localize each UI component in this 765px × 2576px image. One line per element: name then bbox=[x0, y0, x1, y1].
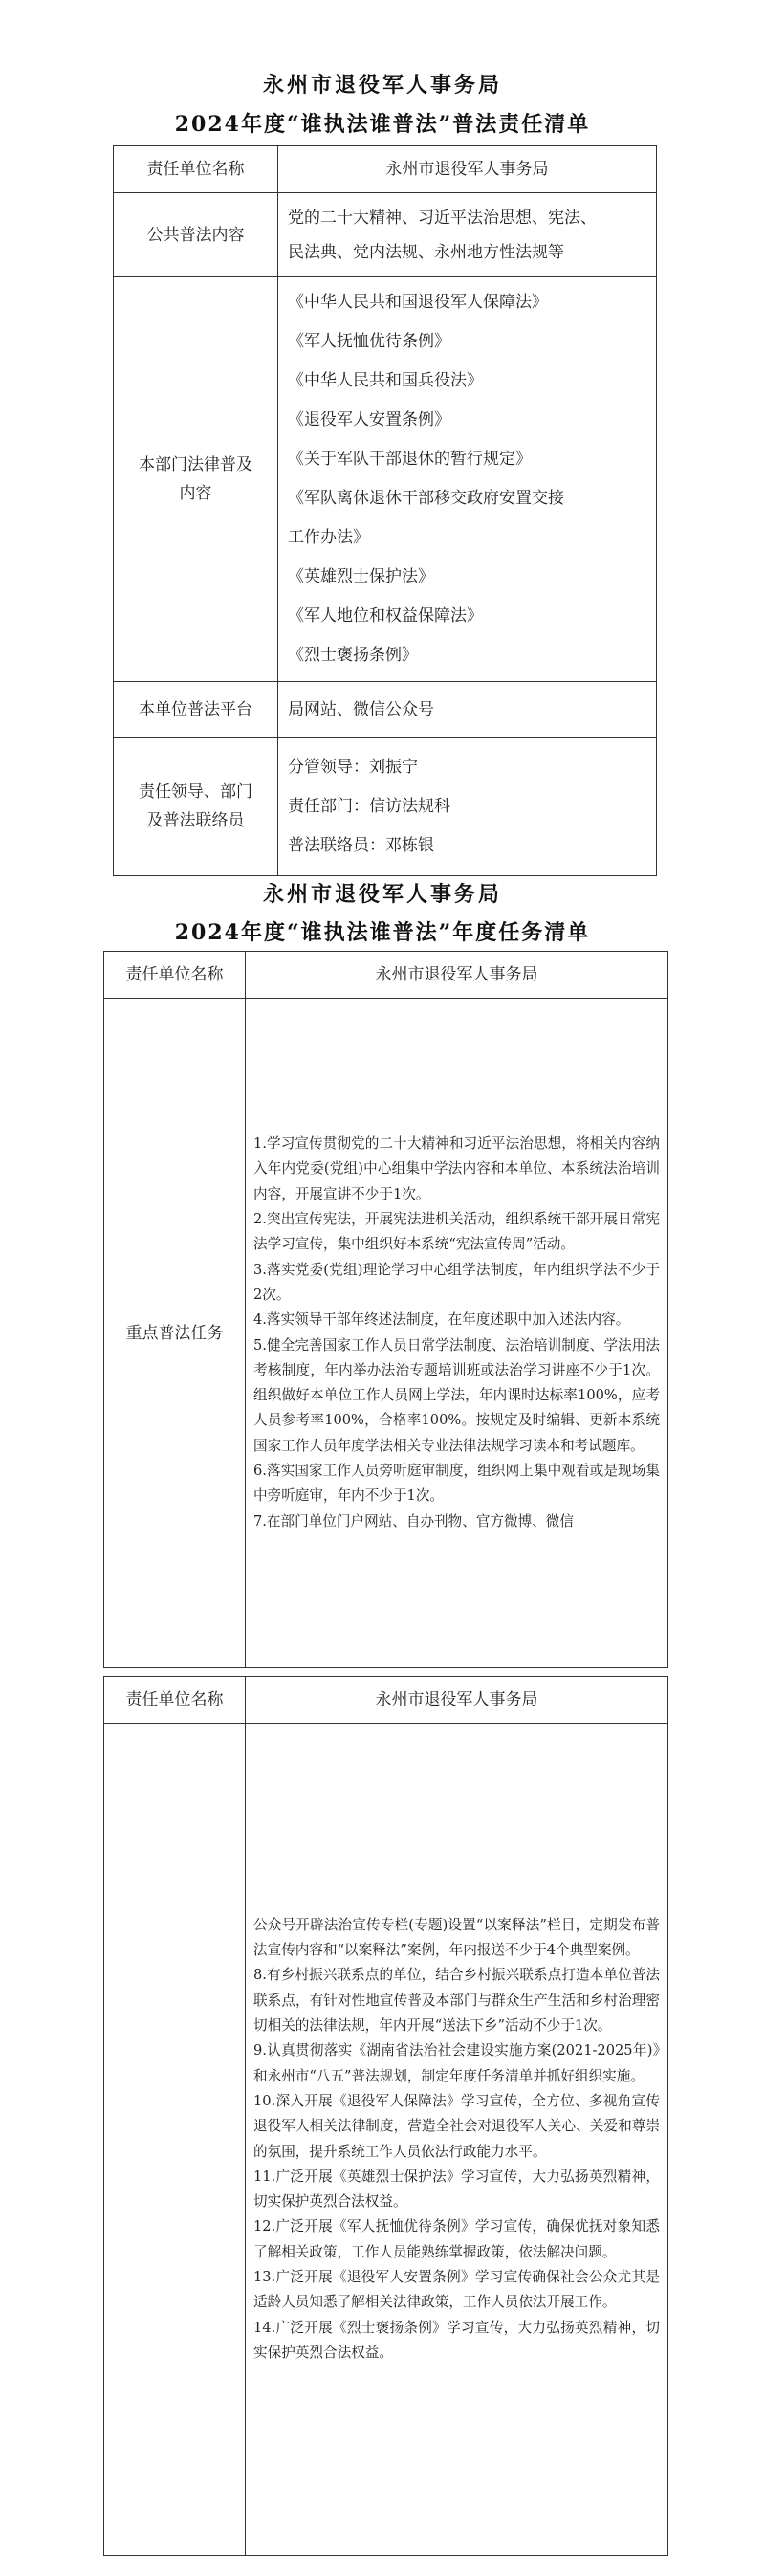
responsibility-table bbox=[113, 145, 657, 876]
key-tasks-part1 bbox=[246, 999, 668, 1668]
task-item: 1.学习宣传贯彻党的二十大精神和习近平法治思想，将相关内容纳入年内党委(党组)中心组集中学法内容和本单位、本系统法治培训内容，开展宣讲不少于1次。 bbox=[253, 1135, 660, 1202]
platform-label: 本单位普法平台 bbox=[114, 682, 278, 738]
unit-name-label: 责任单位名称 bbox=[114, 146, 278, 193]
list-item: 《英雄烈士保护法》 bbox=[288, 567, 434, 586]
cont-unit-label: 责任单位名称 bbox=[104, 1677, 246, 1724]
table-row bbox=[114, 277, 657, 682]
task-item: 8.有乡村振兴联系点的单位，结合乡村振兴联系点打造本单位普法联系点，有针对性地宣传普及本部门与群众生产生活和乡村治理密切相关的法律法规，年内开展“送法下乡”活动不少于1次。 bbox=[253, 1967, 660, 2035]
task-item: 5.健全完善国家工作人员日常学法制度、法治培训制度、学法用法考核制度，年内举办法治专题培训班或法治学习讲座不少于1次。组织做好本单位工作人员网上学法，年内课时达标率100%，应考人员参考率100%，合格率100%。按规定及时编辑、更新本系统国家工作人员年度学法相关专业法律法规学习读本和考试题库。 bbox=[253, 1336, 660, 1454]
list-item: 《军人地位和权益保障法》 bbox=[288, 606, 483, 626]
doc1-title-line1: 永州市退役军人事务局 bbox=[262, 73, 502, 98]
table-row bbox=[104, 1677, 668, 1724]
task-item: 9.认真贯彻落实《湖南省法治社会建设实施方案(2021-2025年)》和永州市“八五”普法规划，制定年度任务清单并抓好组织实施。 bbox=[253, 2042, 660, 2084]
list-item: 《中华人民共和国退役军人保障法》 bbox=[288, 293, 548, 312]
list-item: 《军人抚恤优待条例》 bbox=[288, 332, 450, 351]
task-item: 13.广泛开展《退役军人安置条例》学习宣传确保社会公众尤其是适龄人员知悉了解相关法律政策，工作人员依法开展工作。 bbox=[253, 2268, 660, 2311]
leader-value bbox=[278, 738, 657, 876]
task-item: 公众号开辟法治宣传专栏(专题)设置“以案释法”栏目，定期发布普法宣传内容和“以案释法”案例，年内报送不少于4个典型案例。 bbox=[253, 1916, 660, 1959]
unit-name-value: 永州市退役军人事务局 bbox=[278, 146, 657, 193]
key-tasks-part2 bbox=[246, 1724, 668, 2556]
dept-law-label-line: 内容 bbox=[179, 484, 212, 503]
list-item: 工作办法》 bbox=[288, 528, 369, 547]
public-content-line: 党的二十大精神、习近平法治思想、宪法、 bbox=[288, 208, 597, 228]
table-row bbox=[114, 682, 657, 738]
leader-line: 分管领导：刘振宁 bbox=[288, 757, 418, 777]
task-item: 7.在部门单位门户网站、自办刊物、官方微博、微信 bbox=[253, 1512, 574, 1530]
dept-law-label bbox=[114, 277, 278, 682]
list-item: 《关于军队干部退休的暂行规定》 bbox=[288, 450, 532, 469]
table-row bbox=[114, 146, 657, 193]
leader-label bbox=[114, 738, 278, 876]
task-item: 14.广泛开展《烈士褒扬条例》学习宣传，大力弘扬英烈精神，切实保护英烈合法权益。 bbox=[253, 2319, 660, 2361]
leader-label-line: 责任领导、部门 bbox=[139, 782, 252, 802]
dept-law-label-line: 本部门法律普及 bbox=[139, 455, 252, 474]
table-row bbox=[104, 999, 668, 1668]
table-row bbox=[104, 952, 668, 999]
task-item: 6.落实国家工作人员旁听庭审制度，组织网上集中观看或是现场集中旁听庭审，年内不少于1次。 bbox=[253, 1462, 660, 1505]
table-row bbox=[114, 738, 657, 876]
cont-unit-value: 永州市退役军人事务局 bbox=[246, 1677, 668, 1724]
table-row bbox=[114, 193, 657, 277]
task-unit-label: 责任单位名称 bbox=[104, 952, 246, 999]
leader-line: 责任部门：信访法规科 bbox=[288, 796, 450, 816]
leader-line: 普法联络员：邓栋银 bbox=[288, 835, 434, 855]
list-item: 《退役军人安置条例》 bbox=[288, 410, 450, 429]
leader-label-line: 及普法联络员 bbox=[146, 811, 245, 830]
doc1-title-line2: 2024年度“谁执法谁普法”普法责任清单 bbox=[174, 112, 591, 137]
public-content-line: 民法典、党内法规、永州地方性法规等 bbox=[288, 242, 564, 262]
table-row bbox=[104, 1724, 668, 2556]
public-content-label: 公共普法内容 bbox=[114, 193, 278, 277]
task-item: 4.落实领导干部年终述法制度，在年度述职中加入述法内容。 bbox=[253, 1311, 630, 1329]
cont-empty-label bbox=[104, 1724, 246, 2556]
platform-value: 局网站、微信公众号 bbox=[278, 682, 657, 738]
doc2-title-line1: 永州市退役军人事务局 bbox=[262, 882, 502, 907]
key-tasks-label: 重点普法任务 bbox=[104, 999, 246, 1668]
doc2-title-line2: 2024年度“谁执法谁普法”年度任务清单 bbox=[174, 920, 591, 945]
public-content-value bbox=[278, 193, 657, 277]
task-item: 11.广泛开展《英雄烈士保护法》学习宣传，大力弘扬英烈精神，切实保护英烈合法权益。 bbox=[253, 2168, 660, 2211]
list-item: 《烈士褒扬条例》 bbox=[288, 646, 418, 665]
task-unit-value: 永州市退役军人事务局 bbox=[246, 952, 668, 999]
dept-law-list bbox=[278, 277, 657, 682]
task-item: 2.突出宣传宪法，开展宪法进机关活动，组织系统干部开展日常宪法学习宣传，集中组织好本系统“宪法宣传周”活动。 bbox=[253, 1211, 660, 1253]
list-item: 《中华人民共和国兵役法》 bbox=[288, 371, 483, 390]
task-item: 10.深入开展《退役军人保障法》学习宣传，全方位、多视角宣传退役军人相关法律制度，营造全社会对退役军人关心、关爱和尊崇的氛围，提升系统工作人员依法行政能力水平。 bbox=[253, 2092, 660, 2160]
task-item: 12.广泛开展《军人抚恤优待条例》学习宣传，确保优抚对象知悉了解相关政策，工作人员能熟练掌握政策，依法解决问题。 bbox=[253, 2218, 660, 2260]
task-item: 3.落实党委(党组)理论学习中心组学法制度，年内组织学法不少于2次。 bbox=[253, 1261, 660, 1303]
list-item: 《军队离休退休干部移交政府安置交接 bbox=[288, 489, 564, 508]
task-table-continued bbox=[103, 1676, 668, 2556]
task-table bbox=[103, 951, 668, 1668]
